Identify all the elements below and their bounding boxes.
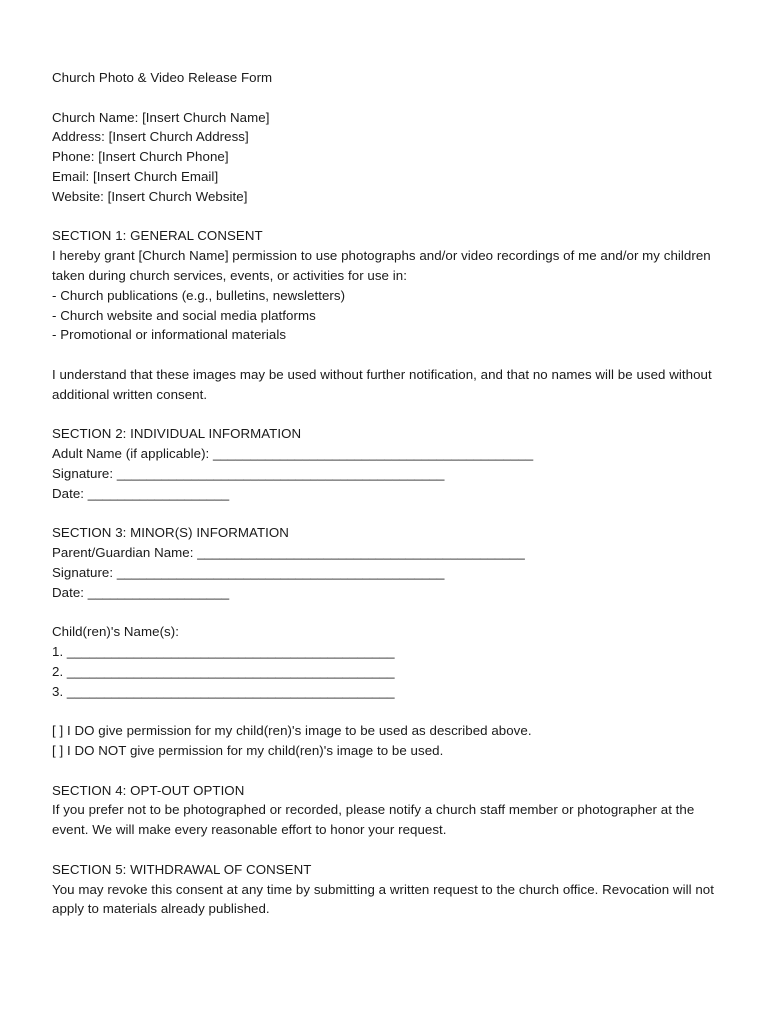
church-email-line: Email: [Insert Church Email] — [52, 168, 219, 184]
spacer — [52, 345, 732, 365]
section4-heading: SECTION 4: OPT-OUT OPTION — [52, 782, 245, 798]
section3-heading: SECTION 3: MINOR(S) INFORMATION — [52, 525, 289, 541]
section1-understand-text: I understand that these images may be used without further notification, and that no names will be used without additional written consent. — [52, 366, 712, 402]
form-title: Church Photo & Video Release Form — [52, 70, 273, 85]
adult-name-field: Adult Name (if applicable): ___________________________________________ — [52, 446, 534, 462]
spacer — [52, 603, 732, 623]
use-item: - Church website and social media platforms — [52, 307, 316, 323]
use-item: - Church publications (e.g., bulletins, newsletters) — [52, 287, 346, 303]
section1-heading: SECTION 1: GENERAL CONSENT — [52, 228, 263, 244]
section1-grant-text: I hereby grant [Church Name] permission to use photographs and/or video recordings of me and/or my children taken during church services, events, or activities for use in: — [52, 248, 711, 283]
guardian-signature-field: Signature: ____________________________________________ — [52, 564, 445, 580]
section4-text: If you prefer not to be photographed or recorded, please notify a church staff member or photographer at the event. We will make every reasonable effort to honor your request. — [52, 802, 695, 838]
spacer — [52, 702, 732, 722]
spacer — [52, 840, 732, 860]
guardian-date-field: Date: ___________________ — [52, 584, 230, 600]
church-phone-line: Phone: [Insert Church Phone] — [52, 149, 229, 165]
child-name-field: 1. ____________________________________________ — [52, 644, 395, 660]
church-name-line: Church Name: [Insert Church Name] — [52, 109, 270, 125]
guardian-name-field: Parent/Guardian Name: ____________________________________________ — [52, 545, 525, 561]
section2-heading: SECTION 2: INDIVIDUAL INFORMATION — [52, 426, 302, 442]
church-website-line: Website: [Insert Church Website] — [52, 188, 248, 204]
spacer — [52, 88, 732, 108]
permission-no-checkbox-line: [ ] I DO NOT give permission for my child(ren)'s image to be used. — [52, 743, 444, 759]
spacer — [52, 207, 732, 227]
section5-heading: SECTION 5: WITHDRAWAL OF CONSENT — [52, 861, 312, 877]
use-item: - Promotional or informational materials — [52, 327, 287, 343]
child-name-field: 3. ____________________________________________ — [52, 683, 395, 699]
spacer — [52, 504, 732, 524]
spacer — [52, 761, 732, 781]
permission-yes-checkbox-line: [ ] I DO give permission for my child(ren)'s image to be used as described above. — [52, 723, 532, 739]
adult-date-field: Date: ___________________ — [52, 485, 230, 501]
section5-text: You may revoke this consent at any time by submitting a written request to the church office. Revocation will not apply to materials already published. — [52, 881, 714, 917]
document-page — [52, 68, 732, 919]
children-label: Child(ren)'s Name(s): — [52, 624, 179, 640]
church-address-line: Address: [Insert Church Address] — [52, 129, 249, 145]
spacer — [52, 405, 732, 425]
adult-signature-field: Signature: ____________________________________________ — [52, 465, 445, 481]
child-name-field: 2. ____________________________________________ — [52, 663, 395, 679]
